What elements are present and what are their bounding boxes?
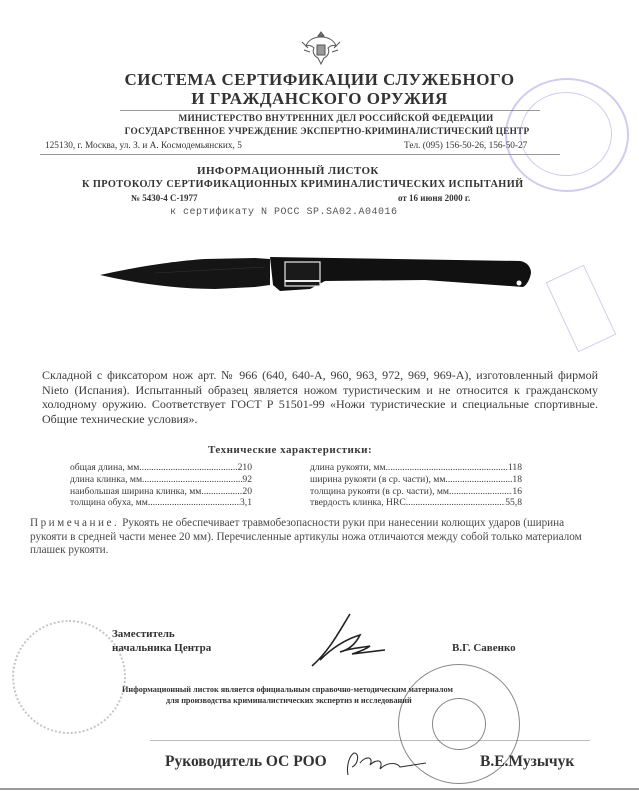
- sheet-subtitle: К ПРОТОКОЛУ СЕРТИФИКАЦИОННЫХ КРИМИНАЛИСТИЧЕСКИХ ИСПЫТАНИЙ: [82, 179, 524, 190]
- header-rule-bottom: [40, 154, 560, 155]
- institution-address: 125130, г. Москва, ул. З. и А. Космодемьянских, 5: [45, 141, 242, 151]
- specs-title: Технические характеристики:: [208, 444, 373, 456]
- protocol-number: № 5430-4 С-1977: [131, 193, 198, 203]
- institution-phone: Тел. (095) 156-50-26, 156-50-27: [404, 141, 528, 151]
- stamp-side-mark: [546, 265, 617, 353]
- spec-row: наибольшая ширина клинка, мм ..... 20: [70, 486, 252, 498]
- spec-row: общая длина, мм ..... 210: [70, 462, 252, 474]
- product-description: Складной с фиксатором нож арт. № 966 (640, 640-А, 960, 963, 972, 969, 969-А), изготовленный фирмой Nieto (Испания). Испытанный образец является ножом туристическим и не относится к гражданскому холодному оружию. Соответствует ГОСТ Р 51501-99 «Ножи туристические и специальные спортивные. Общие технические условия».: [42, 368, 598, 426]
- deputy-title-line1: Заместитель: [112, 628, 175, 640]
- spec-row: длина клинка, мм ..... 92: [70, 474, 252, 486]
- knife-photo: [95, 245, 545, 305]
- system-title-line1: СИСТЕМА СЕРТИФИКАЦИИ СЛУЖЕБНОГО: [124, 70, 515, 89]
- note-lead: Примечание.: [30, 517, 120, 529]
- system-title-line2: И ГРАЖДАНСКОГО ОРУЖИЯ: [191, 89, 448, 108]
- signature-rule-top: [150, 740, 590, 741]
- institution-name: ГОСУДАРСТВЕННОЕ УЧРЕЖДЕНИЕ ЭКСПЕРТНО-КРИМИНАЛИСТИЧЕСКИЙ ЦЕНТР: [124, 127, 530, 137]
- note-paragraph: [30, 517, 590, 558]
- deputy-title-line2: начальника Центра: [112, 642, 212, 654]
- coat-of-arms-emblem: [296, 28, 346, 68]
- head-name: В.Е.Музычук: [480, 753, 575, 770]
- deputy-name: В.Г. Савенко: [452, 642, 516, 654]
- certification-seal-inner: [432, 698, 486, 750]
- head-title: Руководитель ОС РОО: [165, 753, 327, 770]
- spec-row: твердость клинка, HRC ..... 55,8: [310, 497, 522, 509]
- spec-row: ширина рукояти (в ср. части), мм ..... 18: [310, 474, 522, 486]
- specs-left-column: [70, 462, 252, 509]
- header-rule-top: [120, 110, 540, 111]
- faded-seal-left: [12, 620, 126, 734]
- certificate-reference: к сертификату N РОСС SP.SA02.A04016: [170, 207, 398, 218]
- deputy-signature: [310, 610, 390, 670]
- ministry-name: МИНИСТЕРСТВО ВНУТРЕННИХ ДЕЛ РОССИЙСКОЙ ФЕДЕРАЦИИ: [178, 114, 494, 124]
- info-note-line1: Информационный листок является официальным справочно-методическим материалом: [122, 685, 453, 694]
- sheet-title: ИНФОРМАЦИОННЫЙ ЛИСТОК: [197, 165, 379, 177]
- ministry-stamp-inner: [520, 92, 612, 176]
- info-note-line2: для производства криминалистических экспертиз и исследований: [166, 696, 412, 705]
- spec-row: длина рукояти, мм ..... 118: [310, 462, 522, 474]
- specs-right-column: [310, 462, 522, 509]
- protocol-date: от 16 июня 2000 г.: [398, 193, 471, 203]
- page-bottom-rule: [0, 788, 639, 790]
- note-text: Рукоять не обеспечивает травмобезопасности руки при нанесении колющих ударов (ширина рукояти в средней части менее 20 мм). Перечисленные артикулы ножа отличаются между собой только материалом плашек рукояти.: [30, 517, 582, 557]
- spec-row: толщина рукояти (в ср. части), мм ..... 16: [310, 486, 522, 498]
- spec-row: толщина обуха, мм ..... 3,1: [70, 497, 252, 509]
